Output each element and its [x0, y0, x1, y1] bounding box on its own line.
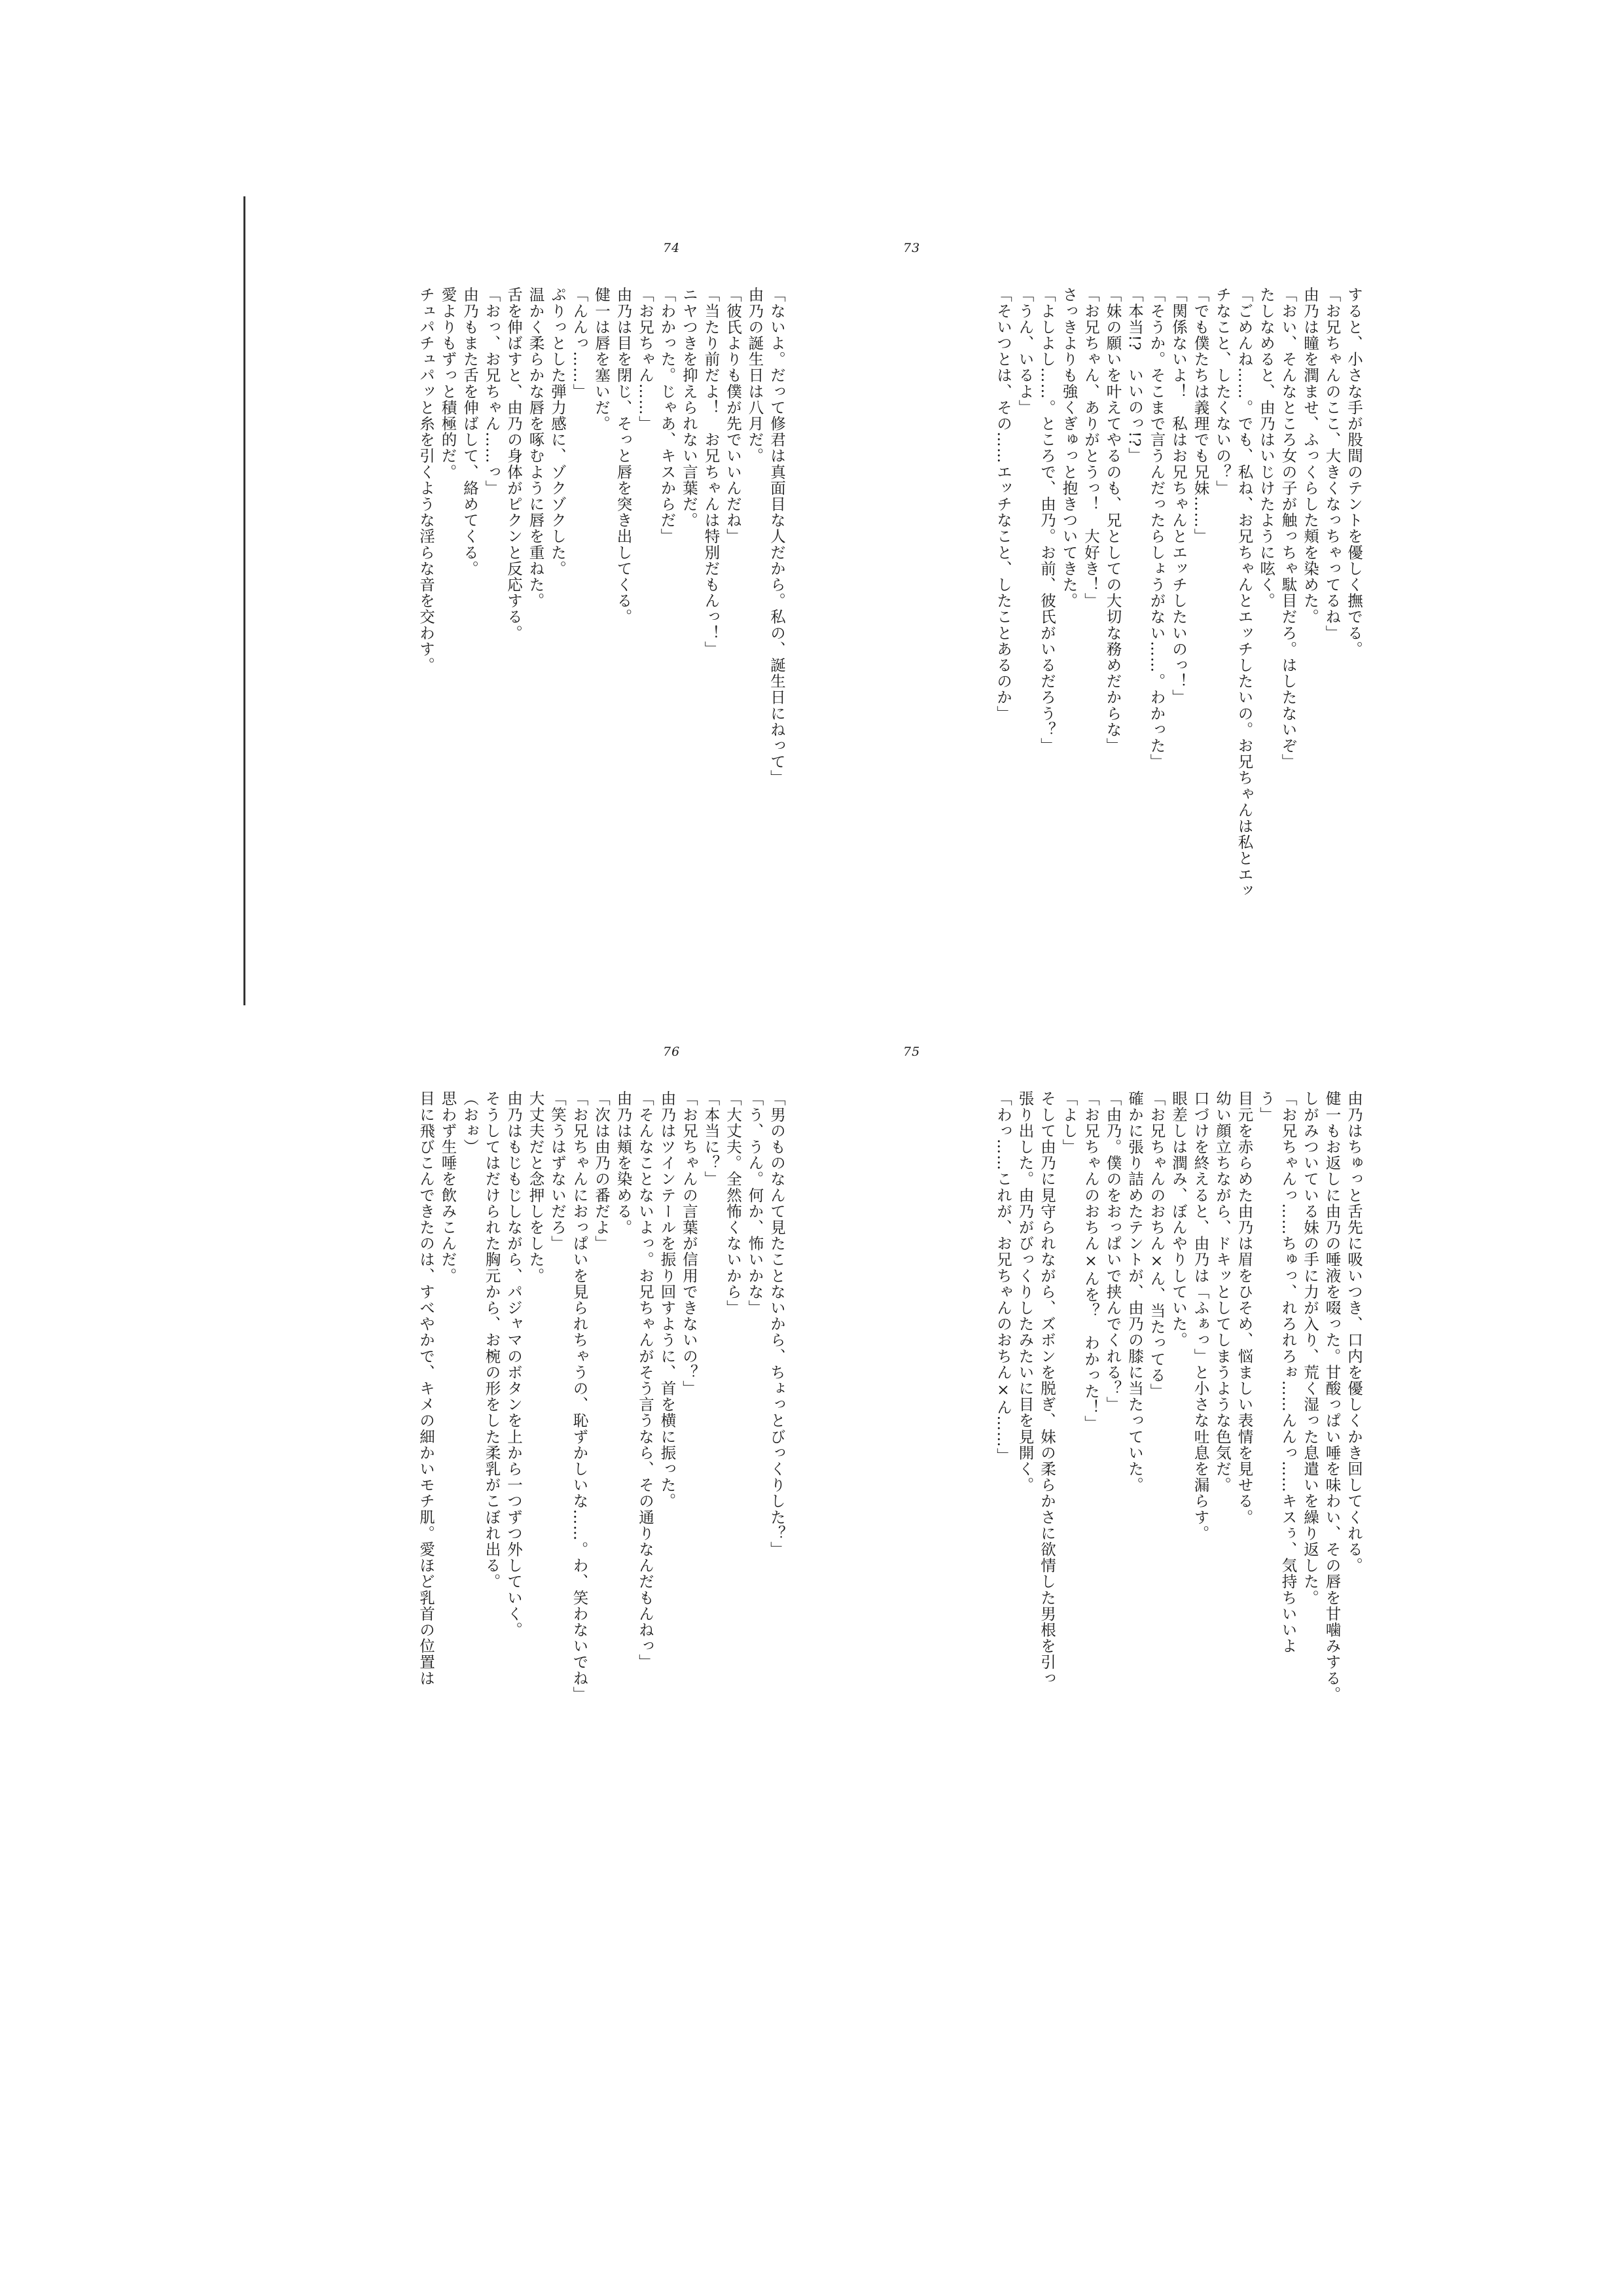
text-line: 「当たり前だよ！ お兄ちゃんは特別だもんっ！」: [702, 287, 721, 657]
text-line: 由乃はちゅっと舌先に吸いつき、口内を優しくかき回してくれる。: [1345, 1090, 1363, 1573]
text-line: 健一は唇を塞いだ。: [592, 287, 611, 432]
page-number: 74: [663, 241, 681, 255]
text-line: 「お兄ちゃんにおっぱいを見られちゃうの、恥ずかしいな……。わ、笑わないでね」: [570, 1090, 589, 1702]
text-line: 由乃はツインテールを振り回すように、首を横に振った。: [658, 1090, 677, 1509]
text-line: 健一もお返しに由乃の唾液を啜った。甘酸っぱい唾を味わい、その唇を甘噛みする。: [1323, 1090, 1342, 1702]
text-line: 「大丈夫。全然怖くないから」: [724, 1090, 742, 1316]
text-line: 「お兄ちゃんの言葉が信用できないの？」: [680, 1090, 698, 1397]
text-line: 思わず生唾を飲みこんだ。: [438, 1090, 457, 1284]
text-line: 「おい、そんなところ女の子が触っちゃ駄目だろ。はしたないぞ」: [1279, 287, 1298, 770]
text-line: しがみついている妹の手に力が入り、荒く湿った息遣いを繰り返した。: [1301, 1090, 1319, 1606]
text-line: 「よし」: [1060, 1090, 1079, 1155]
page-number: 75: [903, 1045, 921, 1059]
text-line: 「本当に？」: [702, 1090, 721, 1187]
binding-gutter-line: [243, 196, 245, 1005]
text-line: 由乃は瞳を潤ませ、ふっくらした頬を染めた。: [1301, 287, 1319, 625]
text-line: 「お兄ちゃん……」: [636, 287, 654, 432]
text-line: たしなめると、由乃はいじけたように呟く。: [1257, 287, 1275, 609]
text-line: 「本当!? いいのっ!?」: [1126, 287, 1144, 463]
text-line: 幼い顔立ちながら、ドキッとしてしまうような色気だ。: [1213, 1090, 1232, 1493]
text-line: チなこと、したくないの？」: [1213, 287, 1232, 496]
page-number: 73: [903, 241, 921, 255]
page-text: [415, 1090, 788, 1702]
text-line: 由乃はもじもじしながら、パジャマのボタンを上から一つずつ外していく。: [505, 1090, 523, 1638]
text-line: 「お兄ちゃん、ありがとうっ！ 大好き！」: [1082, 287, 1100, 609]
page-text: [992, 1090, 1365, 1702]
text-line: 「笑うはずないだろ」: [548, 1090, 567, 1251]
text-line: 「よしよし……。ところで、由乃。お前、彼氏がいるだろう？」: [1038, 287, 1056, 754]
page-text: [992, 287, 1365, 899]
text-line: そして由乃に見守られながら、ズボンを脱ぎ、妹の柔らかさに欲情した男根を引っ: [1038, 1090, 1056, 1687]
page-number: 76: [663, 1045, 681, 1059]
page-text: [415, 287, 788, 830]
text-line: ぷりっとした弾力感に、ゾクゾクした。: [548, 287, 567, 577]
text-line: 確かに張り詰めたテントが、由乃の膝に当たっていた。: [1126, 1090, 1144, 1493]
text-line: 口づけを終えると、由乃は「ふぁっ」と小さな吐息を漏らす。: [1191, 1090, 1210, 1541]
text-line: 愛よりもずっと積極的だ。: [438, 287, 457, 480]
text-line: 「おっ、お兄ちゃん……っ」: [482, 287, 501, 496]
text-line: 「うん、いるよ」: [1016, 287, 1035, 416]
text-line: 由乃の誕生日は八月だ。: [745, 287, 764, 464]
text-line: 「お兄ちゃんっ……ちゅっ、れろれろぉ……んんっ……キスぅ、気持ちいいよ: [1279, 1090, 1298, 1654]
text-line: 目元を赤らめた由乃は眉をひそめ、悩ましい表情を見せる。: [1235, 1090, 1254, 1526]
text-line: 「次は由乃の番だよ」: [592, 1090, 611, 1251]
text-line: 舌を伸ばすと、由乃の身体がピクンと反応する。: [505, 287, 523, 641]
text-line: 「妹の願いを叶えてやるのも、兄としての大切な務めだからな」: [1103, 287, 1122, 754]
text-line: 由乃もまた舌を伸ばして、絡めてくる。: [461, 287, 479, 577]
text-line: 目に飛びこんできたのは、すべやかで、キメの細かいモチ肌。愛ほど乳首の位置は: [417, 1090, 435, 1687]
text-line: 「お兄ちゃんのおちん×ん、当たってる」: [1147, 1090, 1166, 1399]
text-line: 「う、うん。何か、怖いかな」: [745, 1090, 764, 1316]
text-line: 張り出した。由乃がびっくりしたみたいに目を見開く。: [1016, 1090, 1035, 1493]
text-line: 「んんっ……」: [570, 287, 589, 400]
text-line: 「わっ……これが、お兄ちゃんのおちん×ん……」: [994, 1090, 1012, 1464]
text-line: チュパチュパッと糸を引くような淫らな音を交わす。: [417, 287, 435, 673]
text-line: さっきよりも強くぎゅっと抱きついてきた。: [1060, 287, 1079, 609]
text-line: 眼差しは潤み、ぼんやりしていた。: [1169, 1090, 1188, 1348]
text-line: 「由乃。僕のをおっぱいで挟んでくれる？」: [1103, 1090, 1122, 1412]
text-line: 「お兄ちゃんのおちん×んを？ わかった！」: [1082, 1090, 1100, 1432]
text-line: 由乃は頬を染める。: [614, 1090, 633, 1236]
text-line: 「そうか。そこまで言うんだったらしょうがない……。わかった」: [1147, 287, 1166, 770]
text-line: 「男のものなんて見たことないから、ちょっとびっくりした？」: [768, 1090, 786, 1558]
text-line: 「そいつとは、その……エッチなこと、したことあるのか」: [994, 287, 1012, 722]
text-line: 「わかった。じゃあ、キスからだ」: [658, 287, 677, 545]
text-line: 「彼氏よりも僕が先でいいんだね」: [724, 287, 742, 545]
text-line: 「関係ないよ！ 私はお兄ちゃんとエッチしたいのっ！」: [1169, 287, 1188, 706]
text-line: う」: [1257, 1090, 1275, 1123]
text-line: （おぉ）: [461, 1090, 479, 1155]
text-line: 「お兄ちゃんのここ、大きくなっちゃってるね」: [1323, 287, 1342, 641]
text-line: すると、小さな手が股間のテントを優しく撫でる。: [1345, 287, 1363, 657]
text-line: 「そんなことないよっ。お兄ちゃんがそう言うなら、その通りなんだもんねっ」: [636, 1090, 654, 1670]
text-line: 「ないよ。だって修君は真面目な人だから。私の、誕生日にねって」: [768, 287, 786, 786]
text-line: 温かく柔らかな唇を啄むように唇を重ねた。: [526, 287, 545, 609]
text-line: 大丈夫だと念押しをした。: [526, 1090, 545, 1284]
text-line: 「でも僕たちは義理でも兄妹……」: [1191, 287, 1210, 545]
text-line: ニヤつきを抑えられない言葉だ。: [680, 287, 698, 528]
text-line: そうしてはだけられた胸元から、お椀の形をした柔乳がこぼれ出る。: [482, 1090, 501, 1590]
text-line: 「ごめんね……。でも、私ね、お兄ちゃんとエッチしたいの。お兄ちゃんは私とエッ: [1235, 287, 1254, 899]
text-line: 由乃は目を閉じ、そっと唇を突き出してくる。: [614, 287, 633, 625]
